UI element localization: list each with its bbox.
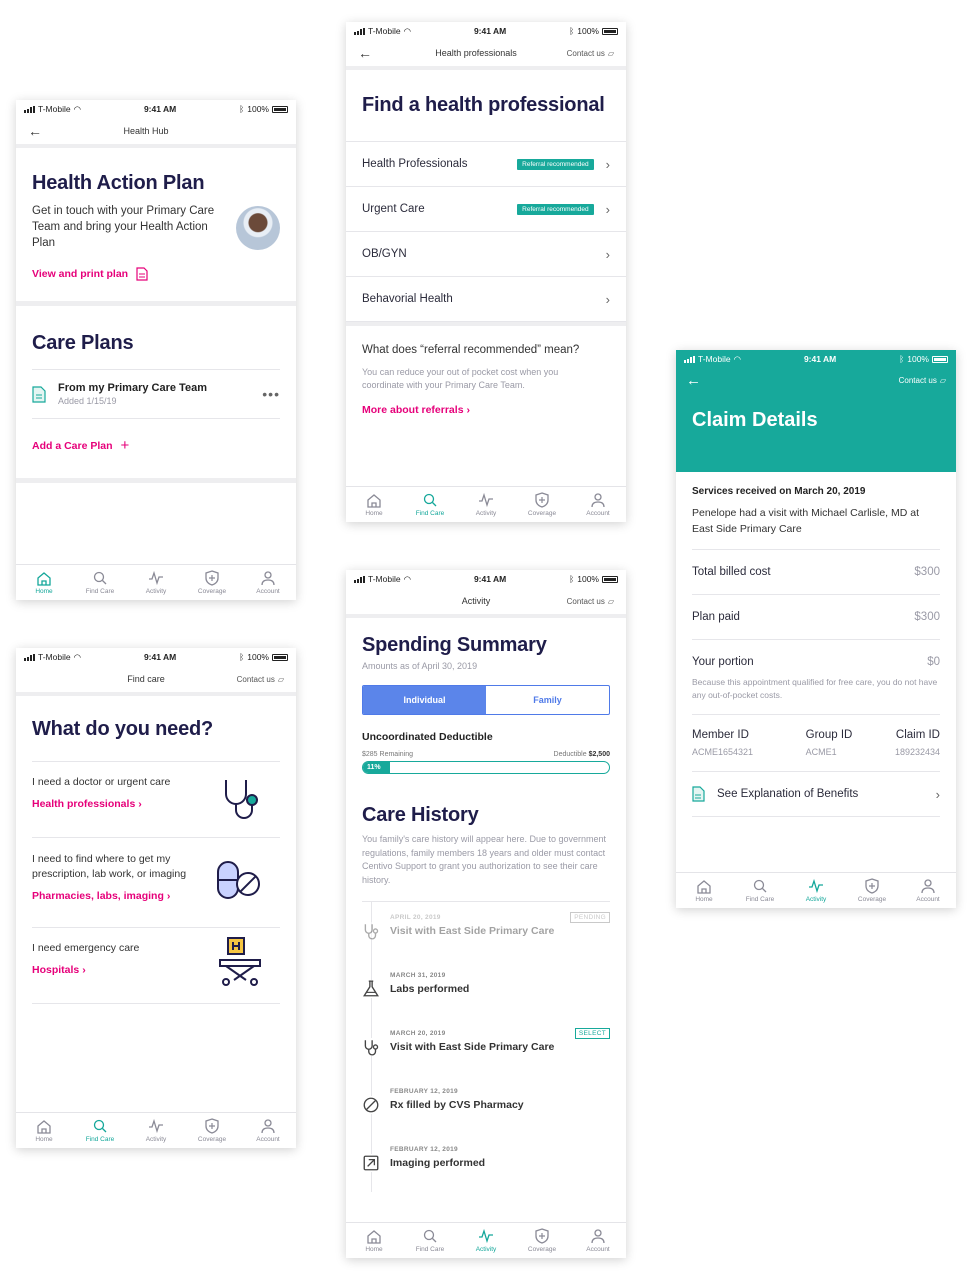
activity-icon	[148, 1118, 164, 1134]
segment-control	[362, 685, 610, 715]
phone-health-hub	[16, 100, 296, 600]
nav-bar	[16, 118, 296, 148]
tab-home[interactable]	[346, 487, 402, 522]
tab-label: Home	[35, 588, 53, 595]
tab-label: Find Care	[85, 588, 115, 595]
see-eob-row[interactable]	[692, 772, 940, 817]
tab-home[interactable]	[676, 873, 732, 908]
tab-coverage[interactable]	[514, 487, 570, 522]
id-column	[692, 729, 753, 757]
claim-description: Penelope had a visit with Michael Carlisle, MD at East Side Primary Care	[692, 507, 920, 535]
nav-title: Health Hub	[123, 126, 169, 136]
history-title: Visit with East Side Primary Care	[390, 925, 555, 937]
more-about-referrals-link[interactable]: More about referrals ›	[362, 404, 470, 416]
signal-icon	[684, 356, 695, 363]
need-option-pharmacy[interactable]: I need to find where to get my prescription, lab work, or imaging Pharmacies, labs, imaging ›	[32, 838, 280, 928]
item-label: Behavorial Health	[362, 293, 453, 305]
health-professionals-link[interactable]: Health professionals ›	[32, 798, 142, 810]
nav-title: Health professionals	[435, 48, 517, 58]
home-icon	[366, 492, 382, 508]
back-arrow-icon[interactable]: ←	[28, 123, 42, 139]
chat-icon: ▱	[277, 674, 284, 684]
back-arrow-icon[interactable]: ←	[358, 45, 372, 61]
shield-icon	[204, 1118, 220, 1134]
activity-icon	[478, 1228, 494, 1244]
tab-find-care[interactable]	[402, 1223, 458, 1258]
status-time: 9:41 AM	[143, 104, 177, 114]
deductible-progress-bar	[362, 761, 610, 774]
account-icon	[590, 1228, 606, 1244]
deductible-amount: $2,500	[588, 751, 610, 758]
amounts-as-of: Amounts as of April 30, 2019	[362, 661, 478, 671]
tab-label: Activity	[145, 1136, 167, 1143]
status-bar: T-Mobile ◠ 9:41 AM ᛒ 100%	[16, 100, 296, 118]
history-tag: PENDING	[570, 912, 610, 923]
care-history-list	[362, 901, 610, 1192]
status-time: 9:41 AM	[473, 26, 507, 36]
item-label: Health Professionals	[362, 158, 468, 170]
tab-home[interactable]	[16, 1113, 72, 1148]
need-option-doctor[interactable]: I need a doctor or urgent care Health professionals ›	[32, 762, 280, 838]
tab-coverage[interactable]	[184, 1113, 240, 1148]
pill-icon	[362, 1096, 380, 1114]
tab-bar	[16, 564, 296, 600]
plus-icon[interactable]: +	[120, 437, 130, 454]
your-portion-row: Your portion $0 Because this appointment qualified for free care, you do not have any out-of-pocket costs.	[692, 640, 940, 715]
care-history-item[interactable]	[362, 960, 610, 1018]
phone-activity	[346, 570, 626, 1258]
nav-bar	[16, 666, 296, 696]
signal-icon	[354, 576, 365, 583]
battery-icon	[272, 654, 288, 661]
professional-type-item[interactable]	[346, 142, 626, 187]
id-column	[895, 729, 940, 757]
tab-label: Home	[695, 896, 713, 903]
phone-claim-details	[676, 350, 956, 908]
tab-label: Account	[586, 510, 610, 517]
bluetooth-icon: ᛒ	[899, 354, 905, 364]
professional-type-list	[346, 142, 626, 322]
bluetooth-icon: ᛒ	[569, 574, 575, 584]
chat-icon: ▱	[939, 376, 946, 385]
care-history-text: You family's care history will appear here. Due to government regulations, family members 18 years and older must contact Centivo Support to grant you authorization to see their care history.	[362, 834, 607, 885]
claim-title: Claim Details	[692, 409, 818, 431]
tab-label: Account	[586, 1246, 610, 1253]
referral-explanation: You can reduce your out of pocket cost when you coordinate with your Primary Care Team.	[362, 367, 559, 390]
shield-icon	[864, 878, 880, 894]
signal-icon	[24, 106, 35, 113]
doctor-avatar	[236, 206, 280, 250]
tab-label: Account	[256, 588, 280, 595]
tab-label: Coverage	[197, 1136, 227, 1143]
wifi-icon: ◠	[733, 353, 742, 364]
tab-activity[interactable]	[458, 1223, 514, 1258]
battery-icon	[932, 356, 948, 363]
tab-home[interactable]	[346, 1223, 402, 1258]
account-icon	[260, 570, 276, 586]
wifi-icon: ◠	[403, 573, 412, 584]
status-time: 9:41 AM	[803, 354, 837, 364]
tab-bar	[16, 1112, 296, 1148]
tab-coverage[interactable]	[184, 565, 240, 600]
search-icon	[422, 492, 438, 508]
search-icon	[92, 1118, 108, 1134]
document-icon	[692, 786, 705, 802]
nav-title: Activity	[461, 596, 491, 606]
tab-bar	[346, 1222, 626, 1258]
tab-label: Activity	[805, 896, 827, 903]
id-value: 189232434	[894, 747, 940, 757]
account-icon	[590, 492, 606, 508]
portion-note: Because this appointment qualified for free care, you do not have any out-of-pocket costs.	[692, 677, 938, 700]
signal-icon	[354, 28, 365, 35]
history-date: APRIL 20, 2019	[390, 914, 441, 921]
tab-coverage[interactable]	[514, 1223, 570, 1258]
account-icon	[920, 878, 936, 894]
tab-account[interactable]	[240, 565, 296, 600]
shield-icon	[534, 1228, 550, 1244]
id-value: ACME1654321	[692, 747, 754, 757]
battery-icon	[602, 576, 618, 583]
deductible-label: Deductible	[553, 751, 587, 758]
plan-item-title: From my Primary Care Team	[58, 382, 207, 394]
search-icon	[422, 1228, 438, 1244]
wifi-icon: ◠	[73, 103, 82, 114]
tab-find-care[interactable]	[402, 487, 458, 522]
chevron-right-icon: ›	[605, 246, 610, 262]
contact-us-button[interactable]: Contact us ▱	[898, 376, 946, 385]
tab-label: Find Care	[415, 510, 445, 517]
more-options-icon[interactable]: •••	[262, 386, 280, 402]
battery-icon	[602, 28, 618, 35]
xray-icon	[362, 1154, 380, 1172]
shield-icon	[204, 570, 220, 586]
wifi-icon: ◠	[403, 25, 412, 36]
need-option-emergency[interactable]: I need emergency care Hospitals ›	[32, 928, 280, 1004]
stethoscope-icon	[362, 1038, 380, 1056]
document-icon	[136, 267, 148, 281]
id-label: Claim ID	[895, 729, 940, 741]
phone-find-care	[16, 648, 296, 1148]
tab-coverage[interactable]	[844, 873, 900, 908]
referral-badge: Referral recommended	[517, 159, 593, 170]
hospital-bed-icon	[216, 936, 264, 986]
status-bar: T-Mobile ◠ 9:41 AM ᛒ 100%	[676, 350, 956, 368]
chevron-right-icon: ›	[605, 201, 610, 217]
add-care-plan-link[interactable]: Add a Care Plan	[32, 439, 113, 452]
history-date: FEBRUARY 12, 2019	[390, 1088, 458, 1095]
chevron-right-icon: ›	[605, 291, 610, 307]
referral-question: What does “referral recommended” mean?	[362, 344, 580, 356]
id-label: Member ID	[692, 729, 749, 741]
tab-label: Home	[365, 1246, 383, 1253]
tab-label: Activity	[145, 588, 167, 595]
tab-activity[interactable]	[128, 1113, 184, 1148]
tab-label: Activity	[475, 510, 497, 517]
tab-find-care[interactable]	[72, 565, 128, 600]
signal-icon	[24, 654, 35, 661]
care-history-item[interactable]	[362, 1134, 610, 1192]
contact-us-button[interactable]: Contact us ▱	[566, 596, 614, 606]
tab-bar	[346, 486, 626, 522]
hospitals-link[interactable]: Hospitals ›	[32, 964, 86, 976]
professional-type-item[interactable]	[346, 232, 626, 277]
professional-type-item[interactable]	[346, 187, 626, 232]
tab-account[interactable]	[240, 1113, 296, 1148]
nav-title: Find care	[127, 674, 165, 684]
home-icon	[36, 570, 52, 586]
remaining-amount: $285 Remaining	[362, 751, 413, 758]
tab-account[interactable]	[570, 1223, 626, 1258]
tab-label: Coverage	[527, 510, 557, 517]
spending-summary-title: Spending Summary	[362, 634, 547, 656]
plan-paid-row: Plan paid $300	[692, 595, 940, 640]
tab-label: Find Care	[415, 1246, 445, 1253]
battery-icon	[272, 106, 288, 113]
tab-activity[interactable]	[458, 487, 514, 522]
care-history-title: Care History	[362, 804, 479, 826]
tab-label: Account	[916, 896, 940, 903]
tab-label: Find Care	[745, 896, 775, 903]
tab-find-care[interactable]	[72, 1113, 128, 1148]
plan-item-date: Added 1/15/19	[58, 396, 117, 406]
home-icon	[366, 1228, 382, 1244]
activity-icon	[478, 492, 494, 508]
status-bar: T-Mobile ◠ 9:41 AM ᛒ 100%	[346, 22, 626, 40]
tab-home[interactable]	[16, 565, 72, 600]
view-print-plan-link[interactable]: View and print plan	[32, 268, 129, 280]
deductible-title: Uncoordinated Deductible	[362, 731, 493, 743]
id-value: ACME1	[805, 747, 837, 757]
care-plans-title: Care Plans	[32, 332, 134, 354]
contact-us-button[interactable]: Contact us ▱	[236, 674, 284, 684]
health-action-plan-card	[16, 148, 296, 306]
history-date: MARCH 31, 2019	[390, 972, 446, 979]
hero-text: Get in touch with your Primary Care Team and bring your Health Action Plan	[32, 205, 215, 249]
activity-icon	[148, 570, 164, 586]
history-title: Imaging performed	[390, 1157, 486, 1169]
bluetooth-icon: ᛒ	[239, 104, 245, 114]
hero-title: Health Action Plan	[32, 172, 205, 194]
search-icon	[752, 878, 768, 894]
item-label: OB/GYN	[362, 248, 407, 260]
status-bar: T-Mobile ◠ 9:41 AM ᛒ 100%	[346, 570, 626, 588]
care-history-item[interactable]	[362, 902, 610, 960]
care-plans-section	[16, 306, 296, 483]
stethoscope-icon	[362, 922, 380, 940]
bluetooth-icon: ᛒ	[569, 26, 575, 36]
back-arrow-icon[interactable]: ←	[686, 372, 701, 389]
status-time: 9:41 AM	[473, 574, 507, 584]
tab-label: Activity	[475, 1246, 497, 1253]
home-icon	[696, 878, 712, 894]
search-icon	[92, 570, 108, 586]
nav-bar	[346, 588, 626, 618]
tab-label: Coverage	[197, 588, 227, 595]
bluetooth-icon: ᛒ	[239, 652, 245, 662]
pharmacies-labs-imaging-link[interactable]: Pharmacies, labs, imaging ›	[32, 890, 171, 902]
tab-account[interactable]	[570, 487, 626, 522]
care-plan-item[interactable]	[32, 370, 280, 419]
tab-label: Home	[35, 1136, 53, 1143]
status-time: 9:41 AM	[143, 652, 177, 662]
progress-fill: 11%	[363, 762, 390, 773]
tab-label: Account	[256, 1136, 280, 1143]
claim-header	[676, 350, 956, 472]
segment-individual[interactable]: Individual	[363, 686, 486, 714]
care-history-item[interactable]	[362, 1076, 610, 1134]
pills-icon	[214, 856, 262, 904]
item-label: Urgent Care	[362, 203, 425, 215]
tab-activity[interactable]	[788, 873, 844, 908]
tab-find-care[interactable]	[732, 873, 788, 908]
history-date: MARCH 20, 2019	[390, 1030, 446, 1037]
tab-label: Coverage	[527, 1246, 557, 1253]
chat-icon: ▱	[607, 48, 614, 58]
eob-label: See Explanation of Benefits	[717, 788, 859, 800]
wifi-icon: ◠	[73, 651, 82, 662]
home-icon	[36, 1118, 52, 1134]
chevron-right-icon: ›	[935, 786, 940, 802]
care-history-item[interactable]	[362, 1018, 610, 1076]
shield-icon	[534, 492, 550, 508]
flask-icon	[362, 980, 380, 998]
phone-health-professionals	[346, 22, 626, 522]
referral-badge: Referral recommended	[517, 204, 593, 215]
id-column	[806, 729, 853, 757]
claim-ids	[692, 715, 940, 772]
account-icon	[260, 1118, 276, 1134]
nav-bar	[346, 40, 626, 70]
total-billed-row: Total billed cost $300	[692, 549, 940, 595]
stethoscope-icon	[216, 774, 264, 822]
services-date: Services received on March 20, 2019	[692, 486, 866, 497]
segment-family[interactable]: Family	[533, 695, 562, 705]
activity-icon	[808, 878, 824, 894]
history-title: Labs performed	[390, 983, 470, 995]
tab-label: Home	[365, 510, 383, 517]
history-date: FEBRUARY 12, 2019	[390, 1146, 458, 1153]
history-title: Rx filled by CVS Pharmacy	[390, 1099, 524, 1111]
tab-label: Find Care	[85, 1136, 115, 1143]
contact-us-button[interactable]: Contact us ▱	[566, 48, 614, 58]
chevron-right-icon: ›	[605, 156, 610, 172]
id-label: Group ID	[805, 729, 853, 741]
page-title: What do you need?	[32, 718, 214, 740]
tab-account[interactable]	[900, 873, 956, 908]
history-tag: SELECT	[575, 1028, 610, 1039]
professional-type-item[interactable]	[346, 277, 626, 322]
tab-bar	[676, 872, 956, 908]
chat-icon: ▱	[607, 596, 614, 606]
tab-label: Coverage	[857, 896, 887, 903]
status-bar: T-Mobile ◠ 9:41 AM ᛒ 100%	[16, 648, 296, 666]
history-title: Visit with East Side Primary Care	[390, 1041, 555, 1053]
tab-activity[interactable]	[128, 565, 184, 600]
page-title: Find a health professional	[362, 94, 605, 116]
document-icon	[32, 386, 46, 403]
